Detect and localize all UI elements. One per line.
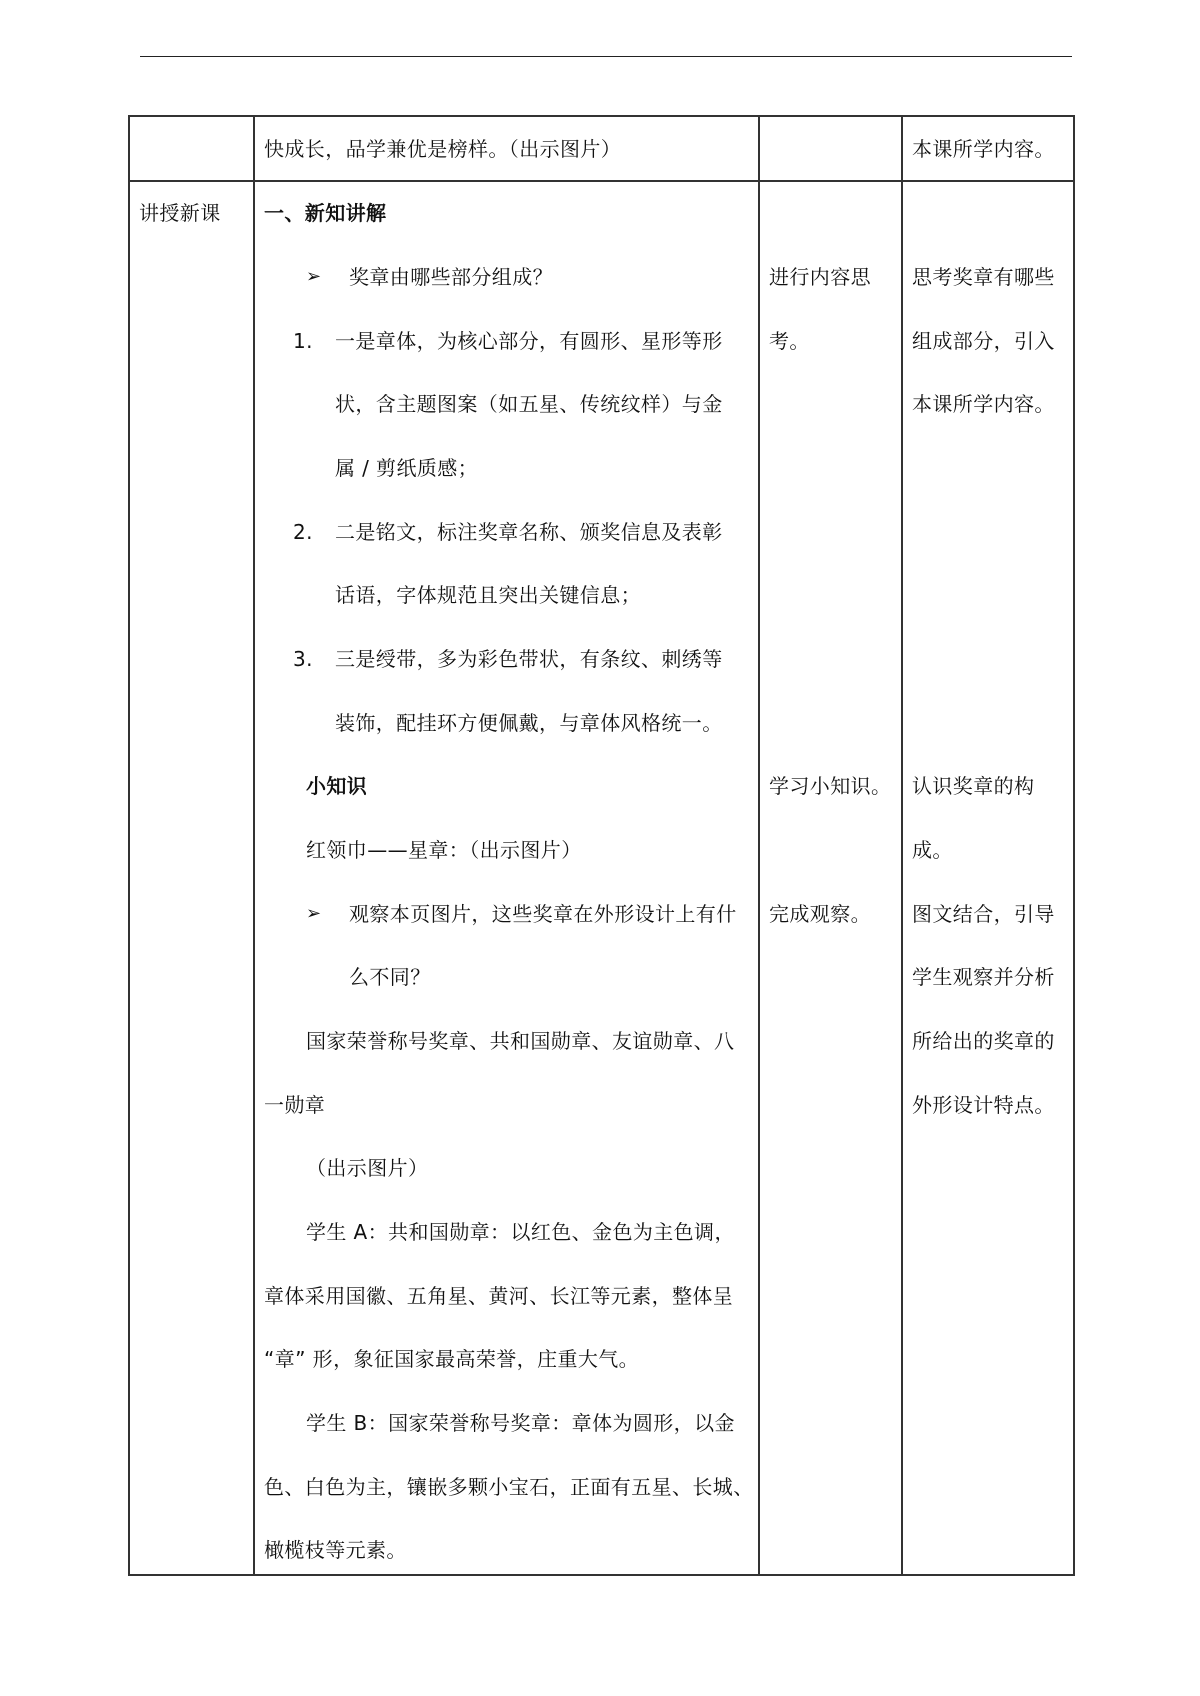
student-activity-line: 进行内容思 (769, 265, 871, 289)
stage-label: 讲授新课 (139, 201, 221, 225)
list-item-line: 一是章体，为核心部分，有圆形、星形等形 (335, 329, 723, 353)
question-observe-line: 么不同？ (349, 965, 431, 989)
medals-line: 一勋章 (264, 1093, 326, 1117)
student-a-line: 学生 A：共和国勋章：以红色、金色为主色调， (306, 1220, 735, 1244)
student-b-line: 色、白色为主，镶嵌多颗小宝石，正面有五星、长城、 (264, 1475, 754, 1499)
student-b-line: 学生 B：国家荣誉称号奖章：章体为圆形，以金 (306, 1411, 735, 1435)
design-intent-line: 思考奖章有哪些 (912, 265, 1055, 289)
question-parts: 奖章由哪些部分组成？ (349, 265, 553, 289)
list-item-line: 状，含主题图案（如五星、传统纹样）与金 (335, 392, 723, 416)
design-intent-line: 本课所学内容。 (912, 392, 1055, 416)
arrow-bullet-icon: ➢ (306, 266, 322, 287)
prev-row-content: 快成长，品学兼优是榜样。（出示图片） (264, 137, 622, 161)
medals-line: 国家荣誉称号奖章、共和国勋章、友谊勋章、八 (306, 1029, 735, 1053)
student-a-line: “章” 形，象征国家最高荣誉，庄重大气。 (264, 1347, 640, 1371)
question-observe-line: 观察本页图片，这些奖章在外形设计上有什 (349, 902, 737, 926)
list-item-number: 2. (293, 520, 313, 544)
prev-row-design: 本课所学内容。 (912, 137, 1055, 161)
section-title: 一、新知讲解 (264, 201, 387, 225)
student-a-line: 章体采用国徽、五角星、黄河、长江等元素，整体呈 (264, 1284, 734, 1308)
tip-title: 小知识 (306, 774, 368, 798)
design-intent-line: 外形设计特点。 (912, 1093, 1055, 1117)
student-activity-line: 学习小知识。 (769, 774, 892, 798)
header-rule (140, 56, 1072, 57)
list-item-line: 三是绶带，多为彩色带状，有条纹、刺绣等 (335, 647, 723, 671)
design-intent-line: 组成部分，引入 (912, 329, 1055, 353)
tip-text: 红领巾——星章：（出示图片） (306, 838, 582, 862)
design-intent-line: 所给出的奖章的 (912, 1029, 1055, 1053)
show-picture: （出示图片） (306, 1156, 429, 1180)
student-activity-line: 完成观察。 (769, 902, 871, 926)
arrow-bullet-icon: ➢ (306, 903, 322, 924)
student-activity-line: 考。 (769, 329, 810, 353)
student-b-line: 橄榄枝等元素。 (264, 1538, 407, 1562)
list-item-line: 装饰，配挂环方便佩戴，与章体风格统一。 (335, 711, 723, 735)
design-intent-line: 学生观察并分析 (912, 965, 1055, 989)
list-item-line: 二是铭文，标注奖章名称、颁奖信息及表彰 (335, 520, 723, 544)
list-item-line: 属 / 剪纸质感； (335, 456, 479, 480)
design-intent-line: 认识奖章的构 (912, 774, 1035, 798)
design-intent-line: 图文结合，引导 (912, 902, 1055, 926)
design-intent-line: 成。 (912, 838, 953, 862)
list-item-number: 3. (293, 647, 313, 671)
list-item-number: 1. (293, 329, 313, 353)
list-item-line: 话语，字体规范且突出关键信息； (335, 583, 641, 607)
